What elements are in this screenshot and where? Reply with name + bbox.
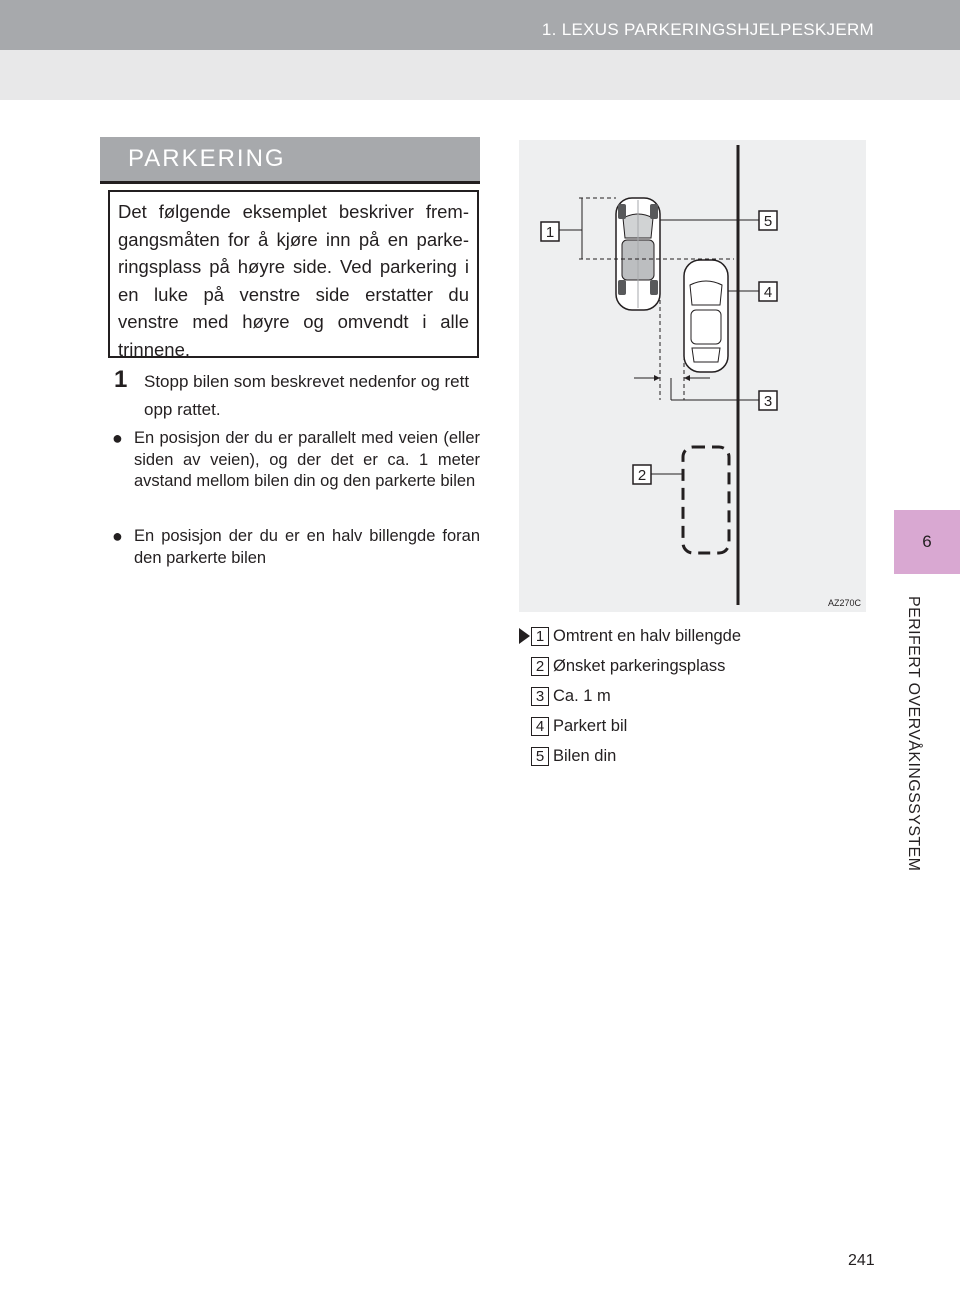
section-heading	[100, 137, 480, 184]
page-number: 241	[848, 1252, 875, 1269]
parked-car	[684, 260, 728, 372]
intro-box	[108, 190, 479, 358]
legend-label: Ønsket parkeringsplass	[553, 657, 726, 675]
callout-3: 3	[763, 393, 773, 410]
bullet-text: En posisjon der du er parallelt med veien (eller siden av veien), og der det er ca. 1 meter avstand mellom bilen din og den parkerte bilen	[134, 429, 480, 490]
bullet-item	[112, 526, 480, 569]
header-title: 1. LEXUS PARKERINGSHJELPESKJERM	[541, 20, 874, 39]
chapter-tab	[894, 510, 960, 574]
legend-arrow-icon	[519, 628, 530, 644]
chapter-side-title-text: PERIFERT OVERVÅKINGSSYSTEM	[905, 596, 922, 872]
bullet-item	[112, 428, 480, 493]
callout-5: 5	[763, 213, 773, 230]
step-number: 1	[114, 366, 128, 393]
section-heading-text: PARKERING	[128, 145, 286, 172]
step-1	[114, 368, 480, 424]
legend-label: Ca. 1 m	[553, 687, 611, 705]
legend-label: Bilen din	[553, 747, 617, 765]
chapter-number: 6	[922, 532, 932, 551]
legend-number: 2	[531, 657, 549, 676]
legend-number: 4	[531, 717, 549, 736]
bullet-text: En posisjon der du er en halv billengde foran den parkerte bilen	[134, 527, 480, 567]
callout-4: 4	[763, 284, 773, 301]
legend-number: 5	[531, 747, 549, 766]
parking-diagram-svg	[519, 140, 866, 612]
parking-diagram	[519, 140, 866, 612]
legend-label: Parkert bil	[553, 717, 628, 735]
bullet-dot-icon: ●	[112, 526, 123, 546]
legend-label: Omtrent en halv billengde	[553, 627, 742, 645]
callout-1: 1	[545, 224, 555, 241]
header-subband	[0, 50, 960, 100]
chapter-side-title	[896, 596, 926, 916]
bullet-dot-icon: ●	[112, 428, 123, 448]
figure-code: AZ270C	[827, 598, 861, 608]
step-text: Stopp bilen som beskrevet nedenfor og rett opp rattet.	[144, 372, 470, 419]
desired-parking-space	[683, 447, 729, 553]
your-car	[616, 198, 660, 310]
callout-2: 2	[637, 467, 647, 484]
intro-text: Det følgende eksemplet beskriver frem-gangsmåten for å kjøre inn på en parke-ringsplass på høyre side. Ved parkering i en luke på venstre side erstatter du venstre med høyre og omvendt i alle trinnene.	[118, 201, 469, 360]
header-band	[0, 0, 960, 50]
legend-number: 3	[531, 687, 549, 706]
legend-number: 1	[531, 627, 549, 646]
